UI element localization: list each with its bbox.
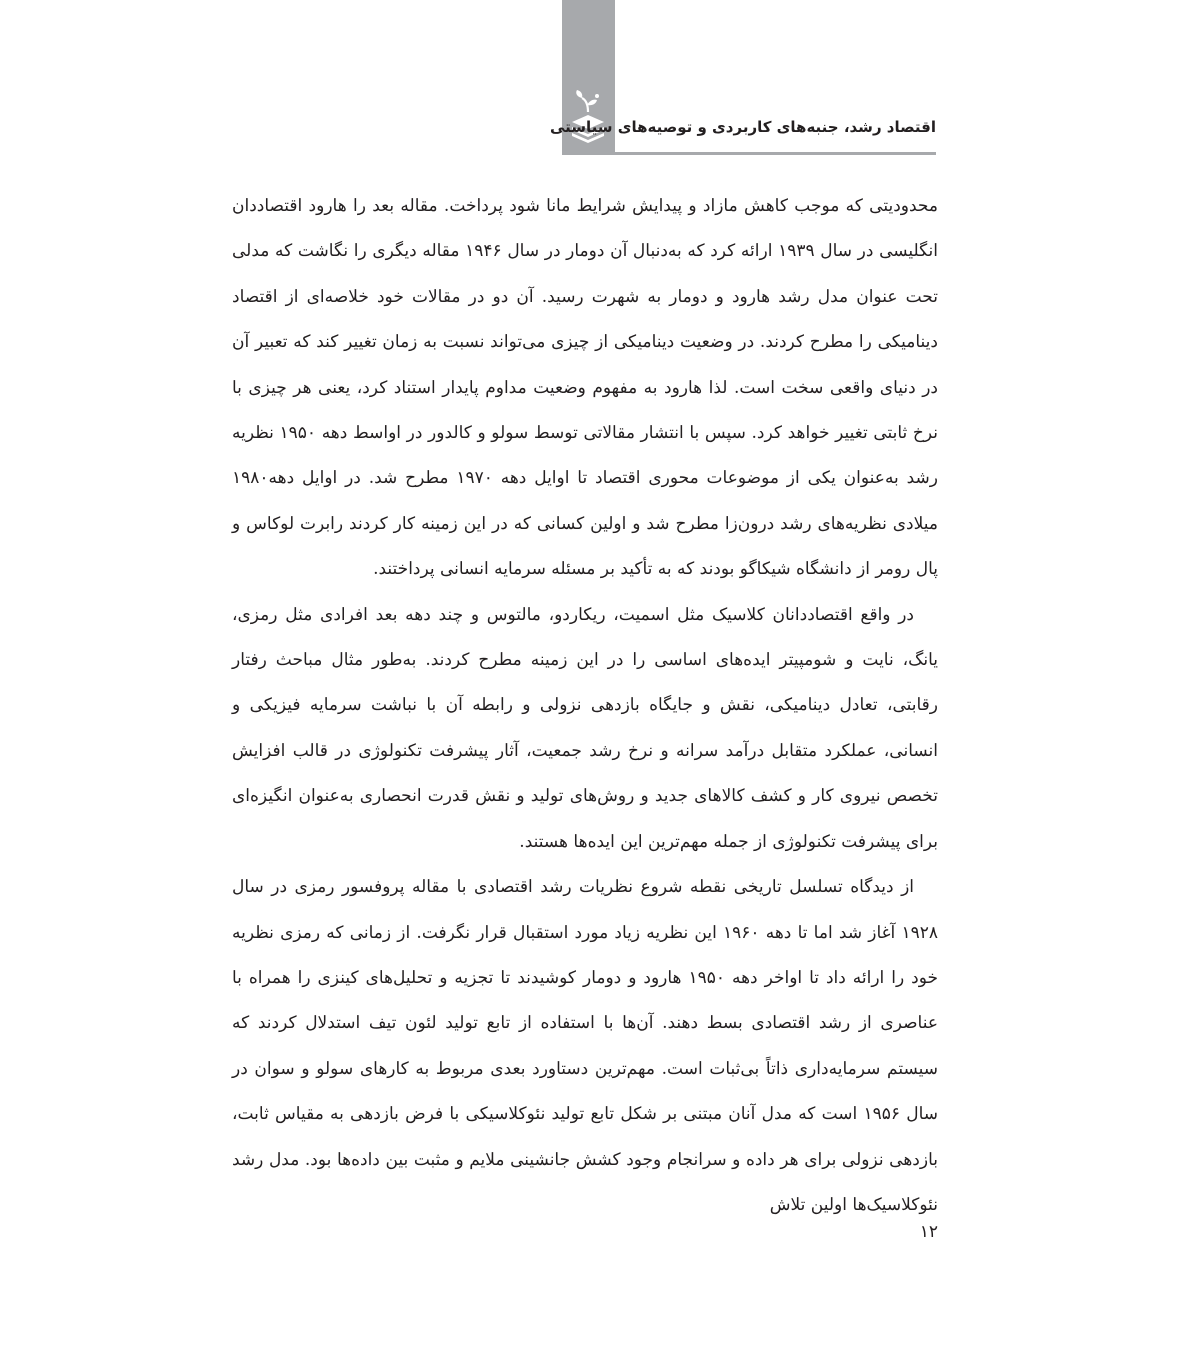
paragraph-1: محدودیتی که موجب کاهش مازاد و پیدایش شرایط مانا شود پرداخت. مقاله بعد را هارود اقتصاددان انگلیسی در سال ۱۹۳۹ ارائه کرد که به‌دنبال آن دومار در سال ۱۹۴۶ مقاله دیگری را نگاشت که مدلی تحت عنوان مدل رشد هارود و دومار به شهرت رسید. آن دو در مقالات خود خلاصه‌ای از اقتصاد دینامیکی را مطرح کردند. در وضعیت دینامیکی از چیزی می‌تواند نسبت به زمان تغییر کند که تعبیر آن در دنیای واقعی سخت است. لذا هارود به مفهوم وضعیت مداوم پایدار استناد کرد، یعنی هر چیزی با نرخ ثابتی تغییر خواهد کرد. سپس با انتشار مقالاتی توسط سولو و کالدور در اواسط دهه ۱۹۵۰ نظریه رشد به‌عنوان یکی از موضوعات محوری اقتصاد تا اوایل دهه ۱۹۷۰ مطرح شد. در اوایل دهه۱۹۸۰ میلادی نظریه‌های رشد درون‌زا مطرح شد و اولین کسانی که در این زمینه کار کردند رابرت لوکاس و پال رومر از دانشگاه شیکاگو بودند که به تأکید بر مسئله سرمایه انسانی پرداختند. xyxy=(232,196,939,580)
paragraph-2: در واقع اقتصاددانان کلاسیک مثل اسمیت، ریکاردو، مالتوس و چند دهه بعد افرادی مثل رمزی، یانگ، نایت و شومپیتر ایده‌های اساسی را در این زمینه مطرح کردند. به‌طور مثال مباحث رفتار رقابتی، تعادل دینامیکی، نقش و جایگاه بازدهی نزولی و رابطه آن با نباشت سرمایه فیزیکی و انسانی، عملکرد متقابل درآمد سرانه و نرخ رشد جمعیت، آثار پیشرفت تکنولوژی در قالب افزایش تخصص نیروی کار و کشف کالاهای جدید و روش‌های تولید و نقش قدرت انحصاری به‌عنوان انگیزه‌ای برای پیشرفت تکنولوژی از جمله مهم‌ترین این ایده‌ها هستند. xyxy=(232,604,938,852)
paragraph-3: از دیدگاه تسلسل تاریخی نقطه شروع نظریات رشد اقتصادی با مقاله پروفسور رمزی در سال ۱۹۲۸ آغاز شد اما تا دهه ۱۹۶۰ این نظریه زیاد مورد استقبال قرار نگرفت. از زمانی که رمزی نظریه خود را ارائه داد تا اواخر دهه ۱۹۵۰ هارود و دومار کوشیدند تا تجزیه و تحلیل‌های کینزی را همراه با عناصری از رشد اقتصادی بسط دهند. آن‌ها با استفاده از تابع تولید لئون تیف استدلال کردند که سیستم سرمایه‌داری ذاتاً بی‌ثبات است. مهم‌ترین دستاورد بعدی مربوط به کارهای سولو و سوان در سال ۱۹۵۶ است که مدل آنان مبتنی بر شکل تابع تولید نئوکلاسیکی با فرض بازدهی به مقیاس ثابت، بازدهی نزولی برای هر داده و سرانجام وجود کشش جانشینی ملایم و مثبت بین داده‌ها بود. مدل رشد نئوکلاسیک‌ها اولین تلاش xyxy=(232,877,938,1215)
book-stack-with-sprout-icon xyxy=(566,88,610,146)
header-rule xyxy=(562,152,936,155)
page-number: ۱۲ xyxy=(919,1222,938,1242)
running-header-title: اقتصاد رشد، جنبه‌های کاربردی و توصیه‌های سیاستی xyxy=(549,118,936,136)
body-text xyxy=(232,184,938,1228)
